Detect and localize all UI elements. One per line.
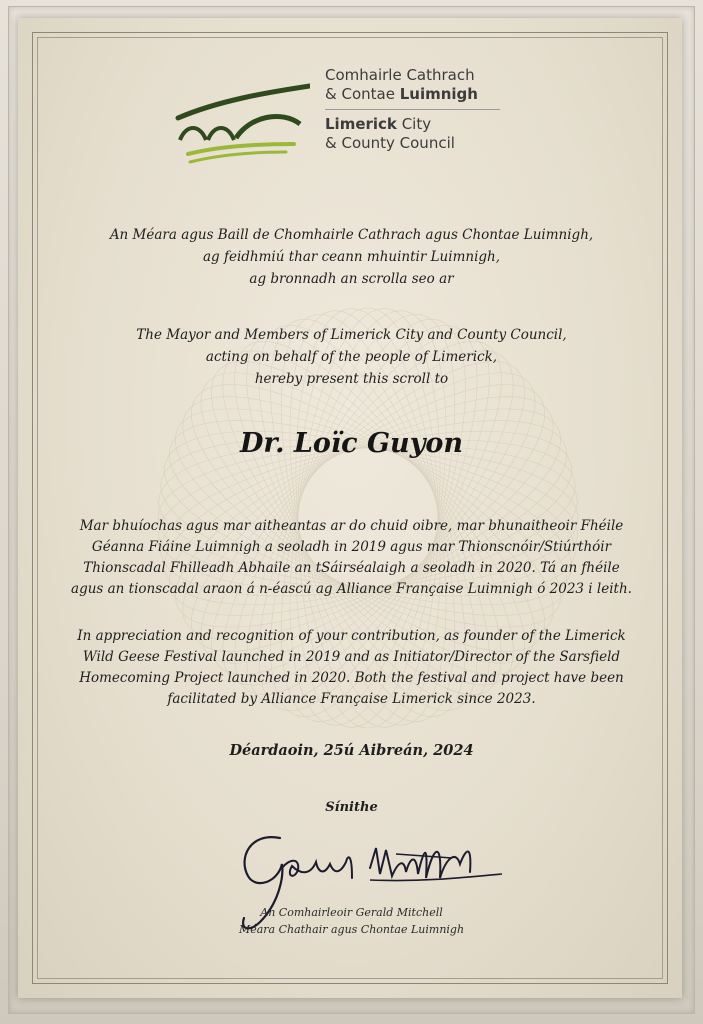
english-citation-line: Wild Geese Festival launched in 2019 and as Initiator/Director of the Sarsfield (82, 649, 621, 665)
logo-english-line1-rest: City (396, 115, 432, 133)
award-date: Déardaoin, 25ú Aibreán, 2024 (229, 742, 474, 759)
signatory-block (0, 904, 703, 938)
logo-english-line1-bold: Limerick (325, 115, 397, 133)
logo-irish-line2-prefix: & Contae (325, 85, 400, 103)
bridge-logo-icon (160, 80, 310, 170)
council-logo (160, 66, 520, 176)
english-citation-line: Homecoming Project launched in 2020. Both the festival and project have been (79, 670, 624, 686)
irish-citation-line: agus an tionscadal araon á n-éascú ag Alliance Française Luimnigh ó 2023 i leith. (71, 581, 632, 597)
logo-wordmark (325, 66, 515, 153)
english-intro (0, 324, 703, 390)
irish-citation-line: Géanna Fiáine Luimnigh a seoladh in 2019 agus mar Thionscnóir/Stiúrthóir (91, 539, 612, 555)
irish-intro-line: ag bronnadh an scrolla seo ar (249, 271, 454, 287)
signatory-name: An Comhairleoir Gerald Mitchell (260, 906, 443, 919)
irish-intro-line: ag feidhmiú thar ceann mhuintir Luimnigh, (202, 249, 501, 265)
logo-english-line1 (325, 115, 515, 134)
english-citation-line: In appreciation and recognition of your contribution, as founder of the Limerick (77, 628, 626, 644)
english-intro-line: acting on behalf of the people of Limerick, (205, 349, 498, 365)
recipient-name: Dr. Loïc Guyon (239, 428, 464, 459)
logo-english-line2: & County Council (325, 134, 455, 152)
irish-intro-line: An Méara agus Baill de Chomhairle Cathrach agus Chontae Luimnigh, (109, 227, 594, 243)
logo-divider (325, 109, 500, 110)
irish-citation (0, 516, 703, 600)
irish-citation-line: Mar bhuíochas agus mar aitheantas ar do chuid oibre, mar bhunaitheoir Fhéile (79, 518, 624, 534)
english-citation-line: facilitated by Alliance Française Limerick since 2023. (167, 691, 536, 707)
logo-irish-line2-bold: Luimnigh (399, 85, 478, 103)
logo-irish-line2 (325, 85, 515, 104)
irish-citation-line: Thionscadal Fhilleadh Abhaile an tSáirséalaigh a seoladh in 2020. Tá an fhéile (83, 560, 620, 576)
english-intro-line: hereby present this scroll to (254, 371, 449, 387)
logo-irish-line1: Comhairle Cathrach (325, 66, 475, 84)
signatory-title: Méara Chathair agus Chontae Luimnigh (238, 923, 465, 936)
english-citation (0, 626, 703, 710)
irish-intro (0, 224, 703, 290)
english-intro-line: The Mayor and Members of Limerick City and County Council, (136, 327, 567, 343)
signed-label: Sínithe (325, 800, 378, 815)
